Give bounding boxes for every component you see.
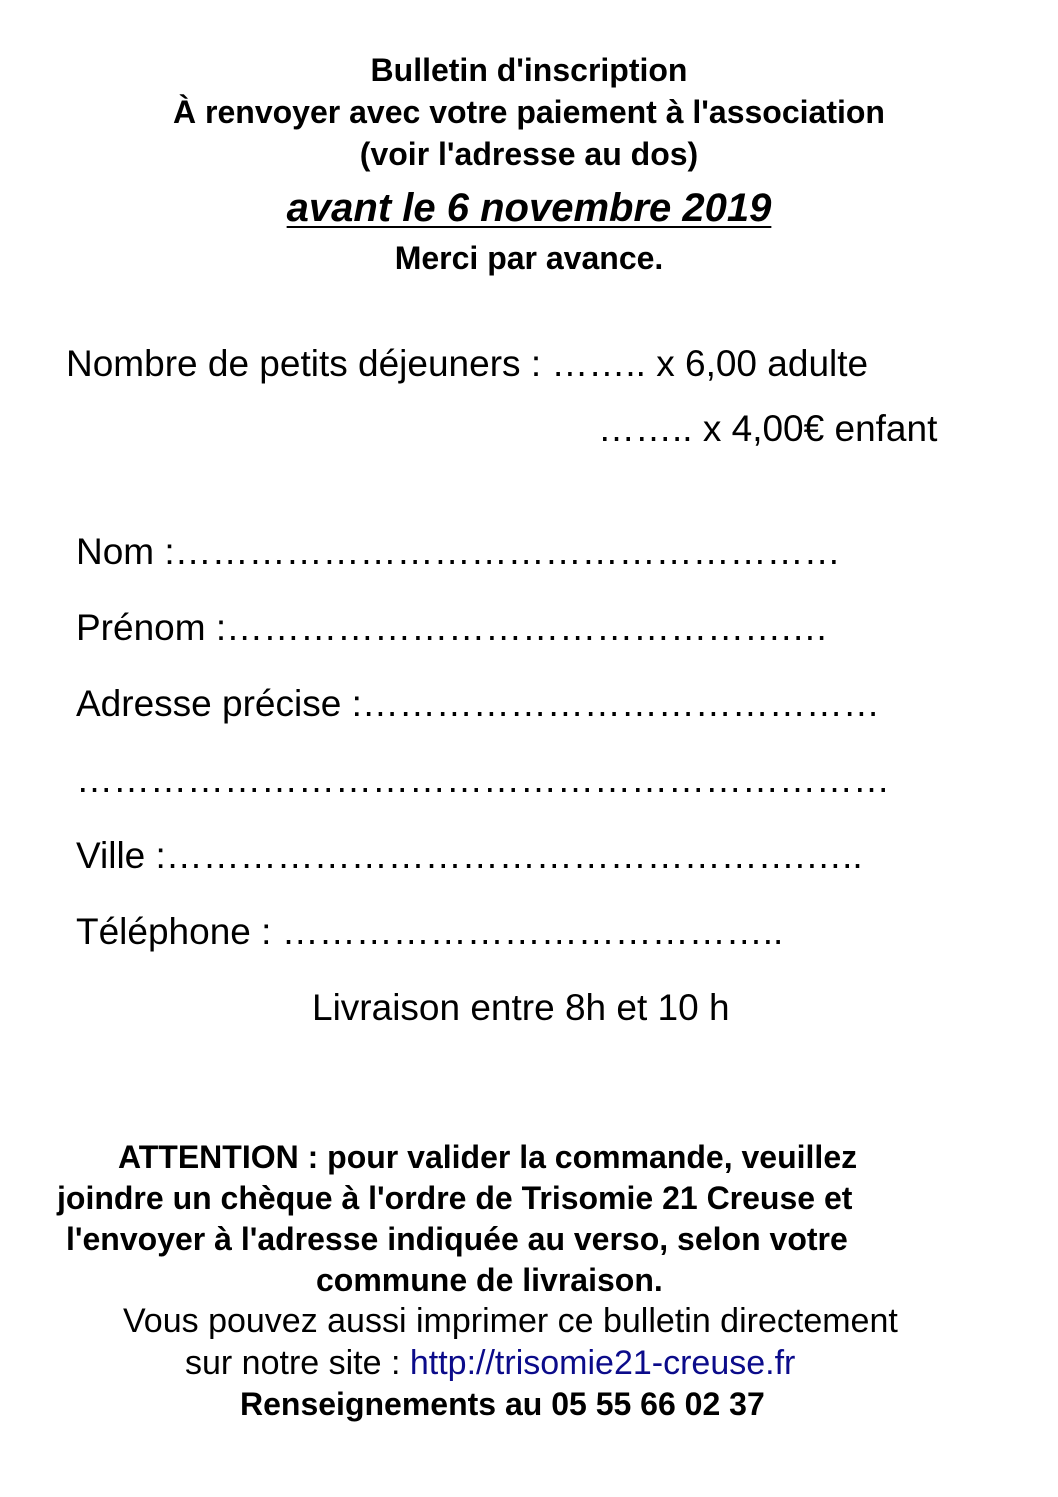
- attention-line-2: joindre un chèque à l'ordre de Trisomie 21 Creuse et: [57, 1180, 853, 1216]
- field-nom: Nom :………………………………………………: [76, 531, 841, 572]
- field-telephone: Téléphone : …………………………………..: [76, 911, 784, 952]
- form-title: Bulletin d'inscription: [370, 52, 688, 88]
- breakfast-count-child: …….. x 4,00€ enfant: [598, 408, 938, 449]
- attention-line-4: commune de livraison.: [316, 1262, 663, 1298]
- website-link[interactable]: http://trisomie21-creuse.fr: [409, 1344, 796, 1382]
- field-ville: Ville :…………………………………………….…..: [76, 835, 863, 876]
- address-note: (voir l'adresse au dos): [359, 136, 699, 172]
- phone-info: Renseignements au 05 55 66 02 37: [240, 1386, 765, 1422]
- field-adresse: Adresse précise :……………………………………: [76, 683, 880, 724]
- print-info-line-2: [185, 1344, 795, 1383]
- thanks-note: Merci par avance.: [394, 240, 664, 276]
- print-info-prefix: sur notre site :: [185, 1344, 410, 1382]
- delivery-time: Livraison entre 8h et 10 h: [312, 987, 730, 1028]
- field-prenom: Prénom :……………………………………….…: [76, 607, 829, 648]
- breakfast-count-adult: Nombre de petits déjeuners : …….. x 6,00 adulte: [66, 343, 869, 384]
- deadline: avant le 6 novembre 2019: [286, 186, 772, 230]
- field-adresse-continued: …………………………………………………………: [76, 759, 890, 800]
- attention-line-3: l'envoyer à l'adresse indiquée au verso, selon votre: [66, 1221, 848, 1257]
- return-instruction: À renvoyer avec votre paiement à l'association: [173, 94, 885, 130]
- attention-line-1: ATTENTION : pour valider la commande, veuillez: [118, 1139, 858, 1175]
- print-info-line-1: Vous pouvez aussi imprimer ce bulletin directement: [123, 1302, 898, 1340]
